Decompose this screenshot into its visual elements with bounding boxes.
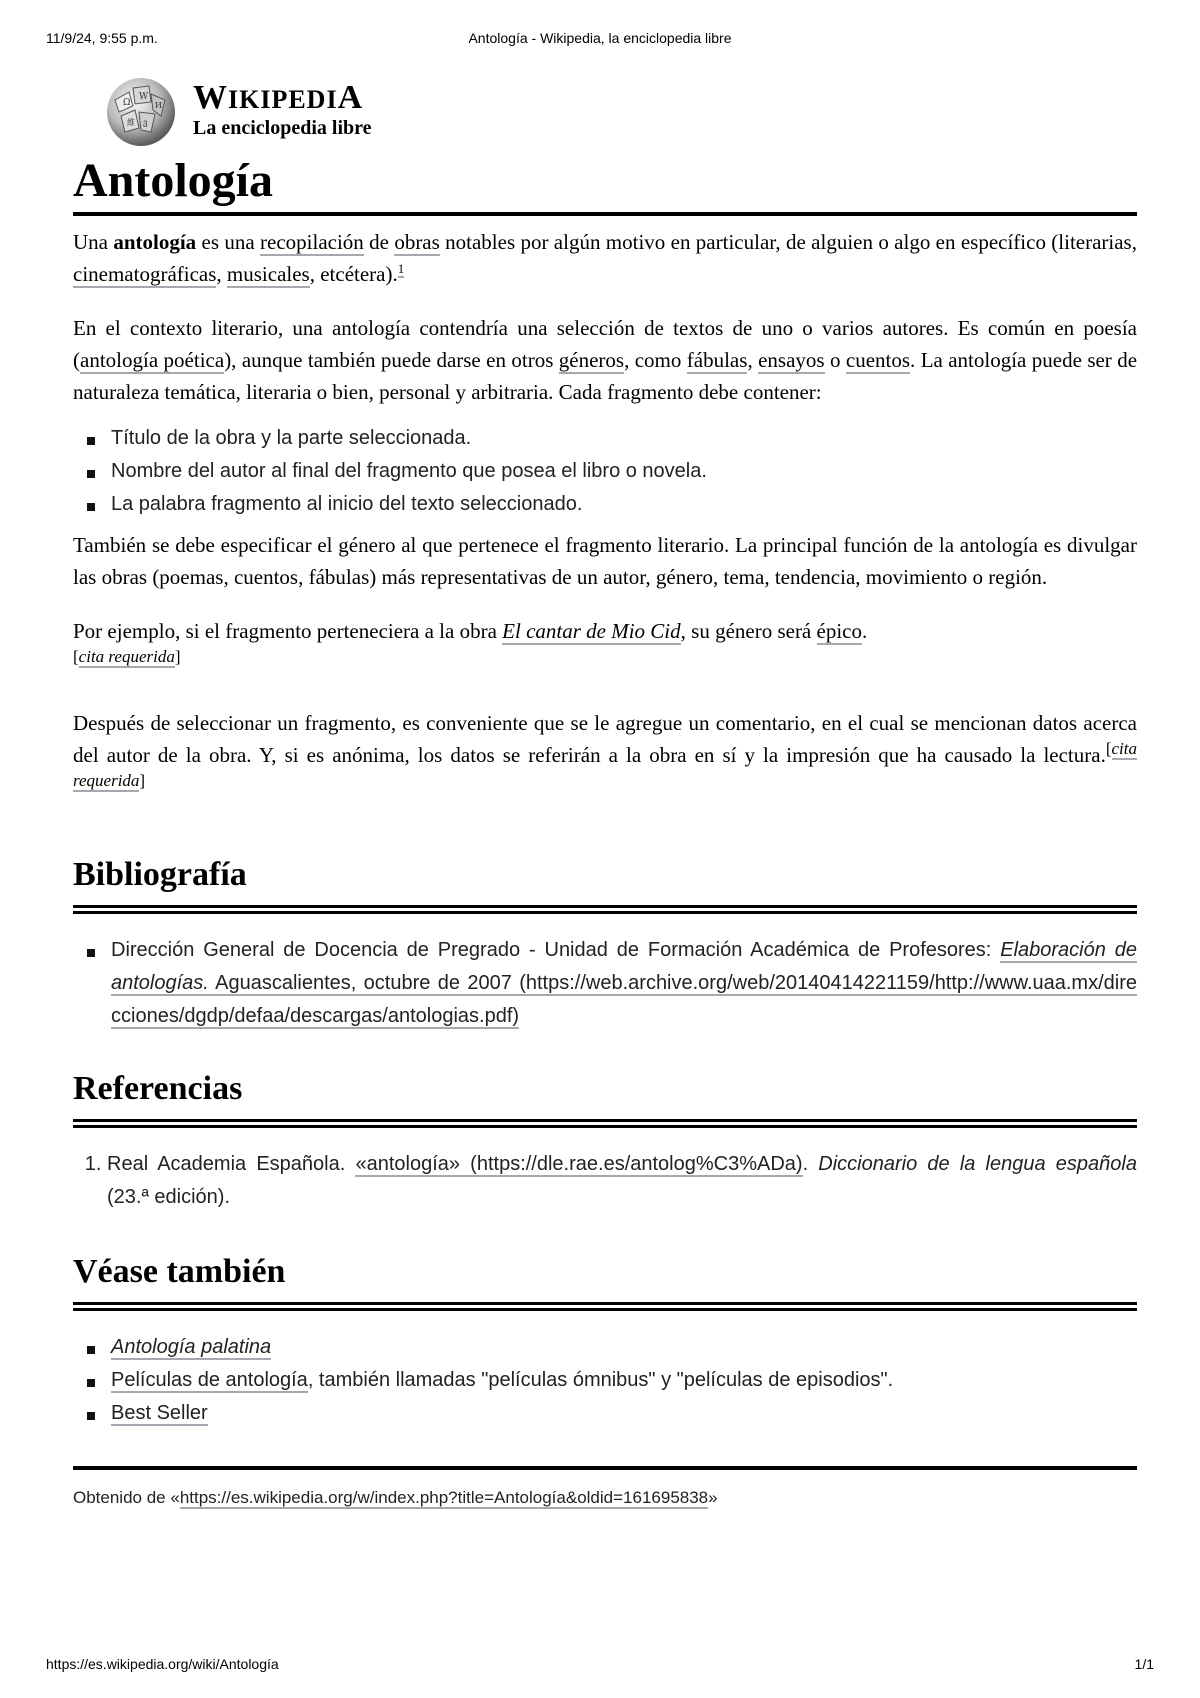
list-item: 1. Real Academia Española. «antología» (https://dle.rae.es/antolog%C3%ADa). Diccionario de la lengua española (23.ª edición). <box>107 1148 1137 1214</box>
link-peliculas-de-antologia[interactable]: Películas de antología <box>111 1369 308 1391</box>
svg-text:И: И <box>155 101 162 110</box>
reference-1-link[interactable]: 1 <box>397 261 405 276</box>
link-antologia-palatina[interactable]: Antología palatina <box>111 1336 272 1358</box>
print-header <box>46 30 1154 50</box>
list-item: La palabra fragmento al inicio del texto seleccionado. <box>111 488 1137 521</box>
print-url: https://es.wikipedia.org/wiki/Antología <box>46 1656 279 1672</box>
permanent-link[interactable]: https://es.wikipedia.org/w/index.php?title=Antología&oldid=161695838 <box>179 1488 709 1507</box>
link-musicales[interactable]: musicales <box>226 262 310 286</box>
link-fabulas[interactable]: fábulas <box>686 348 748 372</box>
list-item: Título de la obra y la parte seleccionada. <box>111 422 1137 455</box>
wikipedia-globe-icon <box>103 72 179 148</box>
bibliografia-heading: Bibliografía <box>73 853 1137 914</box>
commentary-paragraph: Después de seleccionar un fragmento, es conveniente que se le agregue un comentario, en el cual se mencionan datos acerca del autor de la obra. Y, si es anónima, los datos se referirán a la obra en sí y la impresión que ha causado la lectura.[cita requerida] <box>73 711 1137 790</box>
print-datetime: 11/9/24, 9:55 p.m. <box>46 30 158 46</box>
vease-tambien-section <box>73 1250 1137 1430</box>
link-cuentos[interactable]: cuentos <box>845 348 911 372</box>
list-item <box>111 1331 1137 1364</box>
link-best-seller[interactable]: Best Seller <box>111 1402 208 1424</box>
bibliografia-section <box>73 853 1137 1033</box>
list-item: Películas de antología, también llamadas "películas ómnibus" y "películas de episodios". <box>111 1364 1137 1397</box>
print-doc-title: Antología - Wikipedia, la enciclopedia libre <box>468 30 732 46</box>
link-el-cantar-de-mio-cid[interactable]: El cantar de Mio Cid <box>502 619 681 643</box>
wikipedia-logo[interactable] <box>103 72 1137 152</box>
literary-context-paragraph: En el contexto literario, una antología contendría una selección de textos de uno o varios autores. Es común en poesía (antología poética), aunque también puede darse en otros géneros, como fábulas, ensayos o cuentos. La antología puede ser de naturaleza temática, literaria o bien, personal y arbitraria. Cada fragmento debe contener: <box>73 316 1138 404</box>
svg-text:ვ: ვ <box>143 118 148 127</box>
link-ensayos[interactable]: ensayos <box>758 348 825 372</box>
svg-text:W: W <box>139 92 149 102</box>
link-obras[interactable]: obras <box>394 230 440 254</box>
intro-paragraph: Una antología es una recopilación de obras notables por algún motivo en particular, de alguien o algo en específico (literarias, cinematográficas, musicales, etcétera).$^1$ <box>73 230 1137 286</box>
term-bold: antología <box>113 230 197 254</box>
retrieved-from: Obtenido de «https://es.wikipedia.org/w/index.php?title=Antología&oldid=161695838» <box>73 1466 1137 1508</box>
referencias-list <box>73 1148 1137 1214</box>
print-page-number: 1/1 <box>1134 1656 1154 1672</box>
genre-paragraph: También se debe especificar el género al que pertenece el fragmento literario. La principal función de la antología es divulgar las obras (poemas, cuentos, fábulas) más representativas de un autor, género, tema, tendencia, movimiento o región. <box>73 533 1137 589</box>
svg-text:Ω: Ω <box>123 98 131 108</box>
print-footer <box>46 1656 1154 1676</box>
wikipedia-tagline: La enciclopedia libre <box>193 117 372 139</box>
bibliografia-source-link[interactable]: Elaboración de antologías. Aguascalientes, octubre de 2007 (https://web.archive.org/web/20140414221159/http://www.uaa.mx/direcciones/dgdp/defaa/descargas/antologias.pdf) <box>111 939 1137 1027</box>
article <box>73 72 1137 1508</box>
cita-requerida-link[interactable]: cita requerida <box>73 739 1137 790</box>
link-cinematograficas[interactable]: cinematográficas <box>73 262 217 286</box>
list-item: Nombre del autor al final del fragmento que posea el libro o novela. <box>111 455 1137 488</box>
list-item: Dirección General de Docencia de Pregrado - Unidad de Formación Académica de Profesores: Elaboración de antologías. Aguascalientes, octubre de 2007 (https://web.archive.org/web/20140414221159/http://www.uaa.mx/direcciones/dgdp/defaa/descargas/antologias.pdf) <box>111 934 1137 1033</box>
fragment-requirements-list <box>73 422 1137 521</box>
link-epico[interactable]: épico <box>816 619 862 643</box>
referencias-heading: Referencias <box>73 1067 1137 1128</box>
link-generos[interactable]: géneros <box>558 348 625 372</box>
referencias-section <box>73 1067 1137 1214</box>
link-antologia-poetica[interactable]: antología poética <box>80 348 225 372</box>
svg-text:維: 維 <box>127 118 135 127</box>
example-paragraph: Por ejemplo, si el fragmento perteneciera a la obra El cantar de Mio Cid, su género será épico. [cita requerida] <box>73 619 868 666</box>
rae-antologia-link[interactable]: «antología» (https://dle.rae.es/antolog%C3%ADa) <box>355 1153 803 1175</box>
page-title: Antología <box>73 152 1137 216</box>
bibliografia-list <box>73 934 1137 1033</box>
list-item <box>111 1397 1137 1430</box>
cita-requerida-link[interactable]: cita requerida <box>78 647 175 666</box>
vease-tambien-heading: Véase también <box>73 1250 1137 1311</box>
link-recopilacion[interactable]: recopilación <box>260 230 364 254</box>
wikipedia-wordmark: WIKIPEDIA <box>193 79 364 116</box>
vease-tambien-list <box>73 1331 1137 1430</box>
